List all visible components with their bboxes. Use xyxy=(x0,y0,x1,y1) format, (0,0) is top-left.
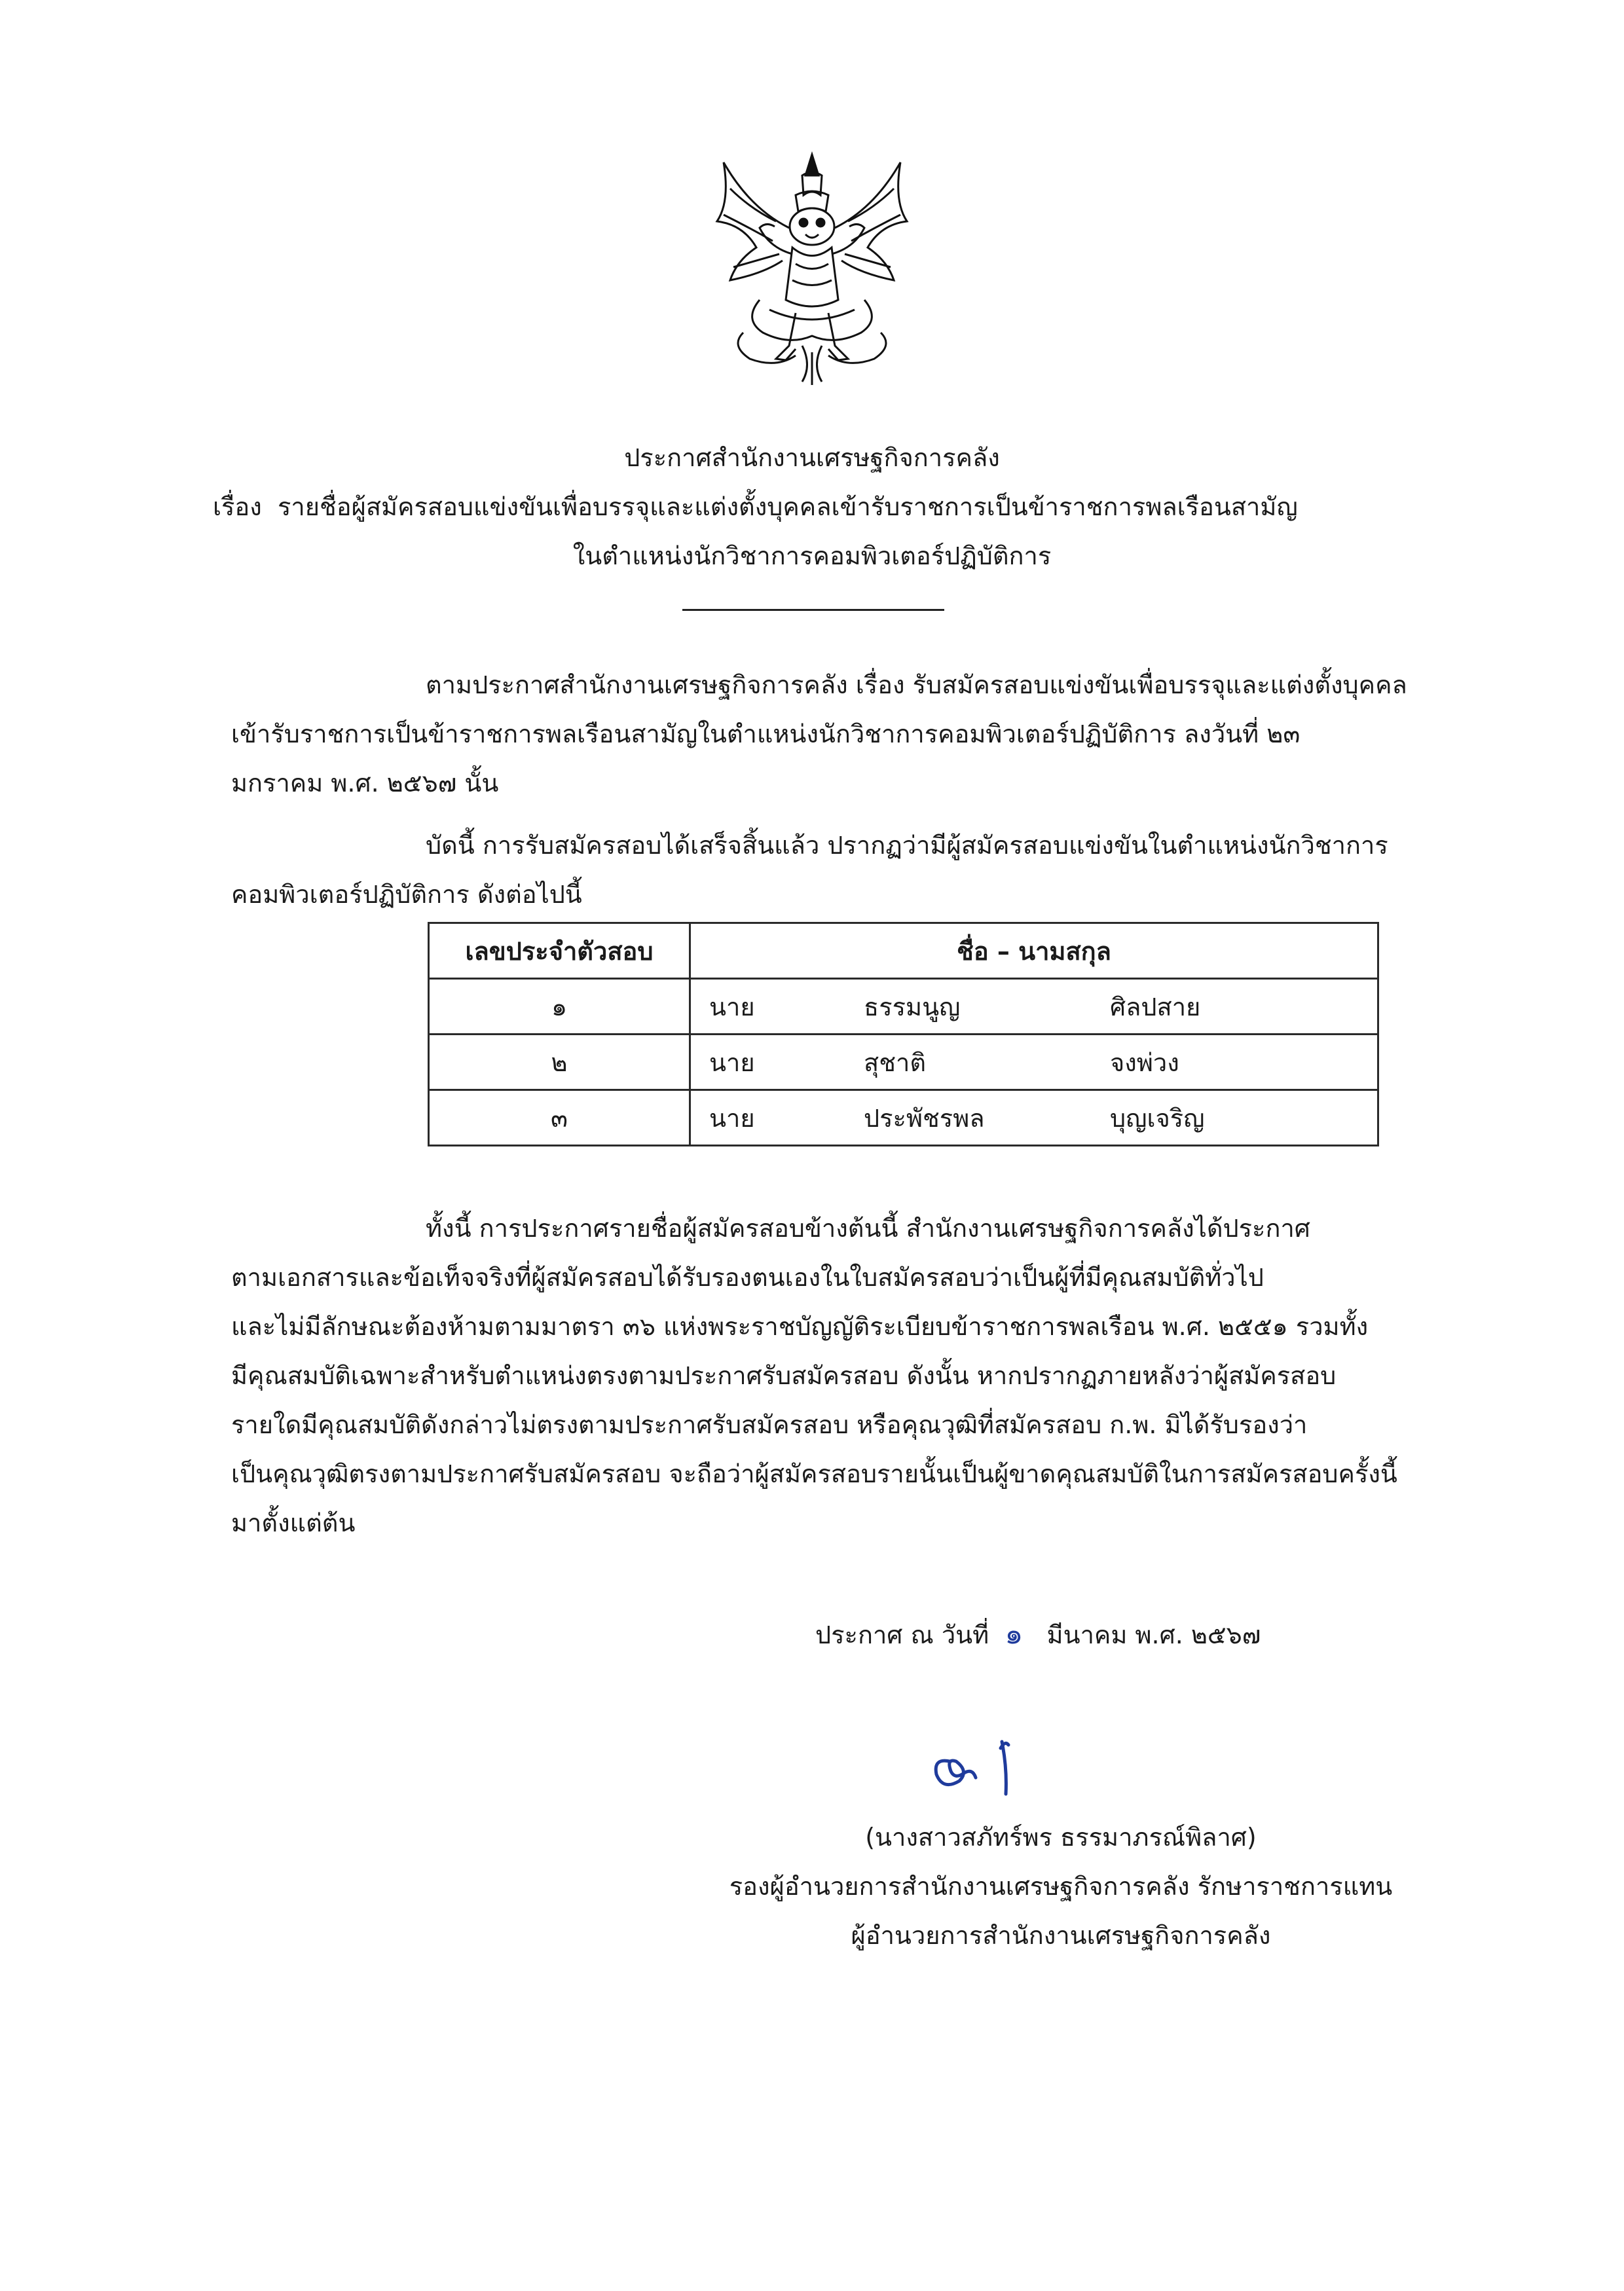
paragraph-2-line-2: คอมพิวเตอร์ปฏิบัติการ ดังต่อไปนี้ xyxy=(231,880,582,909)
first-name-cell: สุชาติ xyxy=(845,1035,1092,1090)
table-header-row xyxy=(429,923,1378,979)
last-name-cell: จงพ่วง xyxy=(1092,1035,1378,1090)
title-cell: นาย xyxy=(690,1090,846,1146)
last-name-cell: บุญเจริญ xyxy=(1092,1090,1378,1146)
table-row xyxy=(429,1090,1378,1146)
paragraph-2-line-1: บัดนี้ การรับสมัครสอบได้เสร็จสิ้นแล้ว ปรากฏว่ามีผู้สมัครสอบแข่งขันในตำแหน่งนักวิชาการ xyxy=(426,831,1388,860)
handwritten-signature-icon xyxy=(910,1722,1067,1801)
subject-text: รายชื่อผู้สมัครสอบแข่งขันเพื่อบรรจุและแต่งตั้งบุคคลเข้ารับราชการเป็นข้าราชการพลเรือนสามัญ xyxy=(277,492,1298,521)
first-name-cell: ธรรมนูญ xyxy=(845,979,1092,1035)
paragraph-3-line-6: เป็นคุณวุฒิตรงตามประกาศรับสมัครสอบ จะถือว่าผู้สมัครสอบรายนั้นเป็นผู้ขาดคุณสมบัติในการสมัครสอบครั้งนี้ xyxy=(231,1459,1397,1488)
paragraph-3-line-7: มาตั้งแต่ต้น xyxy=(231,1509,356,1537)
exam-number-cell: ๓ xyxy=(429,1090,690,1146)
paragraph-1-line-2: เข้ารับราชการเป็นข้าราชการพลเรือนสามัญในตำแหน่งนักวิชาการคอมพิวเตอร์ปฏิบัติการ ลงวันที่ ๒๓ xyxy=(231,720,1301,748)
paragraph-3-line-4: มีคุณสมบัติเฉพาะสำหรับตำแหน่งตรงตามประกาศรับสมัครสอบ ดังนั้น หากปรากฏภายหลังว่าผู้สมัครสอบ xyxy=(231,1361,1337,1390)
paragraph-3-line-5: รายใดมีคุณสมบัติดังกล่าวไม่ตรงตามประกาศรับสมัครสอบ หรือคุณวุฒิที่สมัครสอบ ก.พ. มิได้รับรองว่า xyxy=(231,1410,1308,1439)
table-row xyxy=(429,979,1378,1035)
signatory-position-line-2: ผู้อำนวยการสำนักงานเศรษฐกิจการคลัง xyxy=(851,1921,1271,1950)
subject-label: เรื่อง xyxy=(213,492,262,521)
last-name-cell: ศิลปสาย xyxy=(1092,979,1378,1035)
table-row xyxy=(429,1035,1378,1090)
header-full-name: ชื่อ – นามสกุล xyxy=(690,923,1378,979)
title-divider xyxy=(682,609,944,611)
paragraph-1-line-3: มกราคม พ.ศ. ๒๕๖๗ นั้น xyxy=(231,769,499,797)
signatory-name: (นางสาวสภัทร์พร ธรรมาภรณ์พิลาศ) xyxy=(865,1823,1257,1852)
announcement-date xyxy=(815,1611,1261,1657)
date-prefix: ประกาศ ณ วันที่ xyxy=(815,1621,989,1649)
date-day-handwritten: ๑ xyxy=(1005,1617,1024,1651)
candidates-table xyxy=(428,922,1379,1146)
exam-number-cell: ๒ xyxy=(429,1035,690,1090)
date-suffix: มีนาคม พ.ศ. ๒๕๖๗ xyxy=(1046,1621,1261,1649)
title-cell: นาย xyxy=(690,1035,846,1090)
signatory-position-line-1: รองผู้อำนวยการสำนักงานเศรษฐกิจการคลัง รักษาราชการแทน xyxy=(729,1872,1393,1901)
exam-number-cell: ๑ xyxy=(429,979,690,1035)
title-cell: นาย xyxy=(690,979,846,1035)
subject-line xyxy=(213,494,1298,519)
paragraph-1-line-1: ตามประกาศสำนักงานเศรษฐกิจการคลัง เรื่อง รับสมัครสอบแข่งขันเพื่อบรรจุและแต่งตั้งบุคคล xyxy=(426,670,1407,699)
first-name-cell: ประพัชรพล xyxy=(845,1090,1092,1146)
paragraph-3-line-1: ทั้งนี้ การประกาศรายชื่อผู้สมัครสอบข้างต้นนี้ สำนักงานเศรษฐกิจการคลังได้ประกาศ xyxy=(426,1214,1310,1243)
announcement-agency-title: ประกาศสำนักงานเศรษฐกิจการคลัง xyxy=(624,443,1000,472)
header-exam-number: เลขประจำตัวสอบ xyxy=(429,923,690,979)
garuda-emblem-icon xyxy=(704,149,920,388)
paragraph-3-line-2: ตามเอกสารและข้อเท็จจริงที่ผู้สมัครสอบได้รับรองตนเองในใบสมัครสอบว่าเป็นผู้ที่มีคุณสมบัติทั่วไป xyxy=(231,1263,1264,1292)
position-title: ในตำแหน่งนักวิชาการคอมพิวเตอร์ปฏิบัติการ xyxy=(572,541,1052,570)
paragraph-3-line-3: และไม่มีลักษณะต้องห้ามตามมาตรา ๓๖ แห่งพระราชบัญญัติระเบียบข้าราชการพลเรือน พ.ศ. ๒๕๕๑ รวมทั้ง xyxy=(231,1312,1369,1341)
